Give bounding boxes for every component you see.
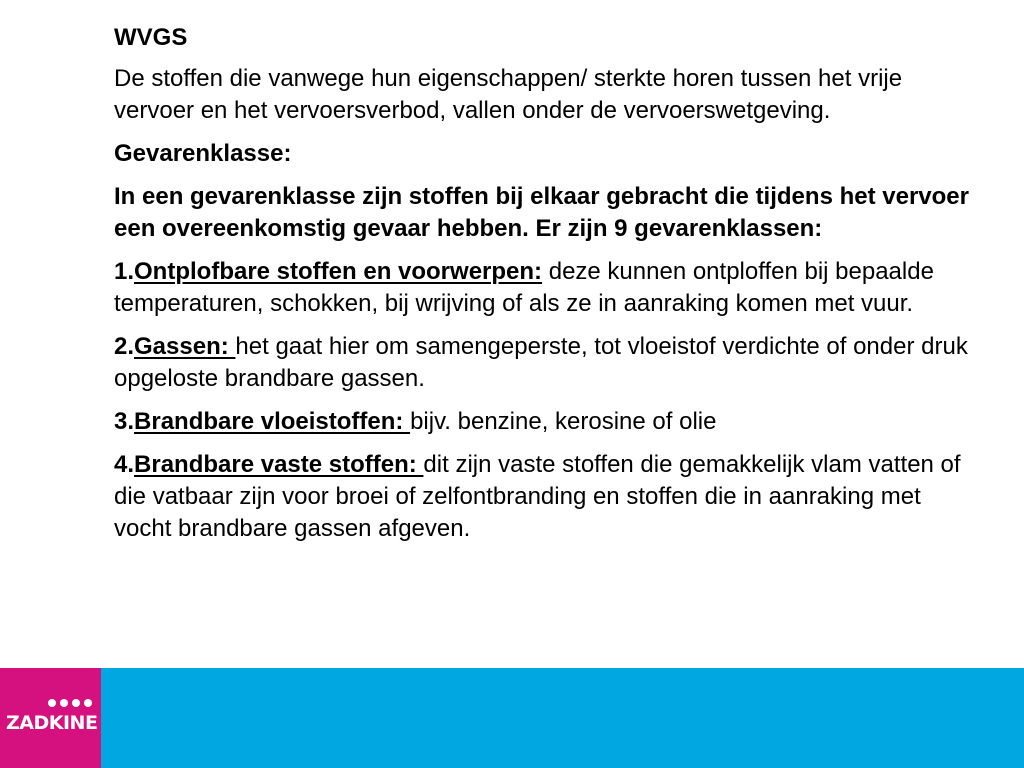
- item-term: Ontplofbare stoffen en voorwerpen:: [134, 258, 543, 285]
- list-item-4: [114, 449, 974, 545]
- item-term: Gassen:: [134, 333, 236, 360]
- list-item-2: [114, 331, 974, 395]
- logo-text: ZADKINE: [6, 712, 98, 734]
- slide-content: [114, 22, 974, 556]
- item-text: het gaat hier om samengeperste, tot vloeistof verdichte of onder druk opgeloste brandbare gassen.: [114, 333, 968, 392]
- list-item-1: [114, 256, 974, 320]
- item-number: 3.: [114, 408, 135, 435]
- item-number: 4.: [114, 451, 135, 478]
- intro-paragraph: De stoffen die vanwege hun eigenschappen/ sterkte horen tussen het vrije vervoer en het vervoersverbod, vallen onder de vervoerswetgeving.: [114, 65, 903, 124]
- item-text: dit zijn vaste stoffen die gemakkelijk vlam vatten of die vatbaar zijn voor broei of zelfontbranding en stoffen die in aanraking met vocht brandbare gassen afgeven.: [114, 451, 961, 542]
- slide-title: WVGS: [114, 24, 188, 51]
- item-text: bijv. benzine, kerosine of olie: [410, 408, 717, 435]
- footer-bar: [0, 668, 1024, 768]
- item-term: Brandbare vaste stoffen:: [134, 451, 424, 478]
- logo-dots-icon: [48, 699, 96, 709]
- lead-paragraph: In een gevarenklasse zijn stoffen bij elkaar gebracht die tijdens het vervoer een overeenkomstig gevaar hebben. Er zijn 9 gevarenklassen:: [114, 183, 969, 242]
- list-item-3: [114, 406, 974, 438]
- item-number: 2.: [114, 333, 135, 360]
- item-number: 1.: [114, 258, 135, 285]
- item-term: Brandbare vloeistoffen:: [134, 408, 411, 435]
- section-heading: Gevarenklasse:: [114, 140, 292, 167]
- zadkine-logo: [0, 668, 101, 768]
- item-text: deze kunnen ontploffen bij bepaalde temperaturen, schokken, bij wrijving of als ze in aanraking komen met vuur.: [114, 258, 934, 317]
